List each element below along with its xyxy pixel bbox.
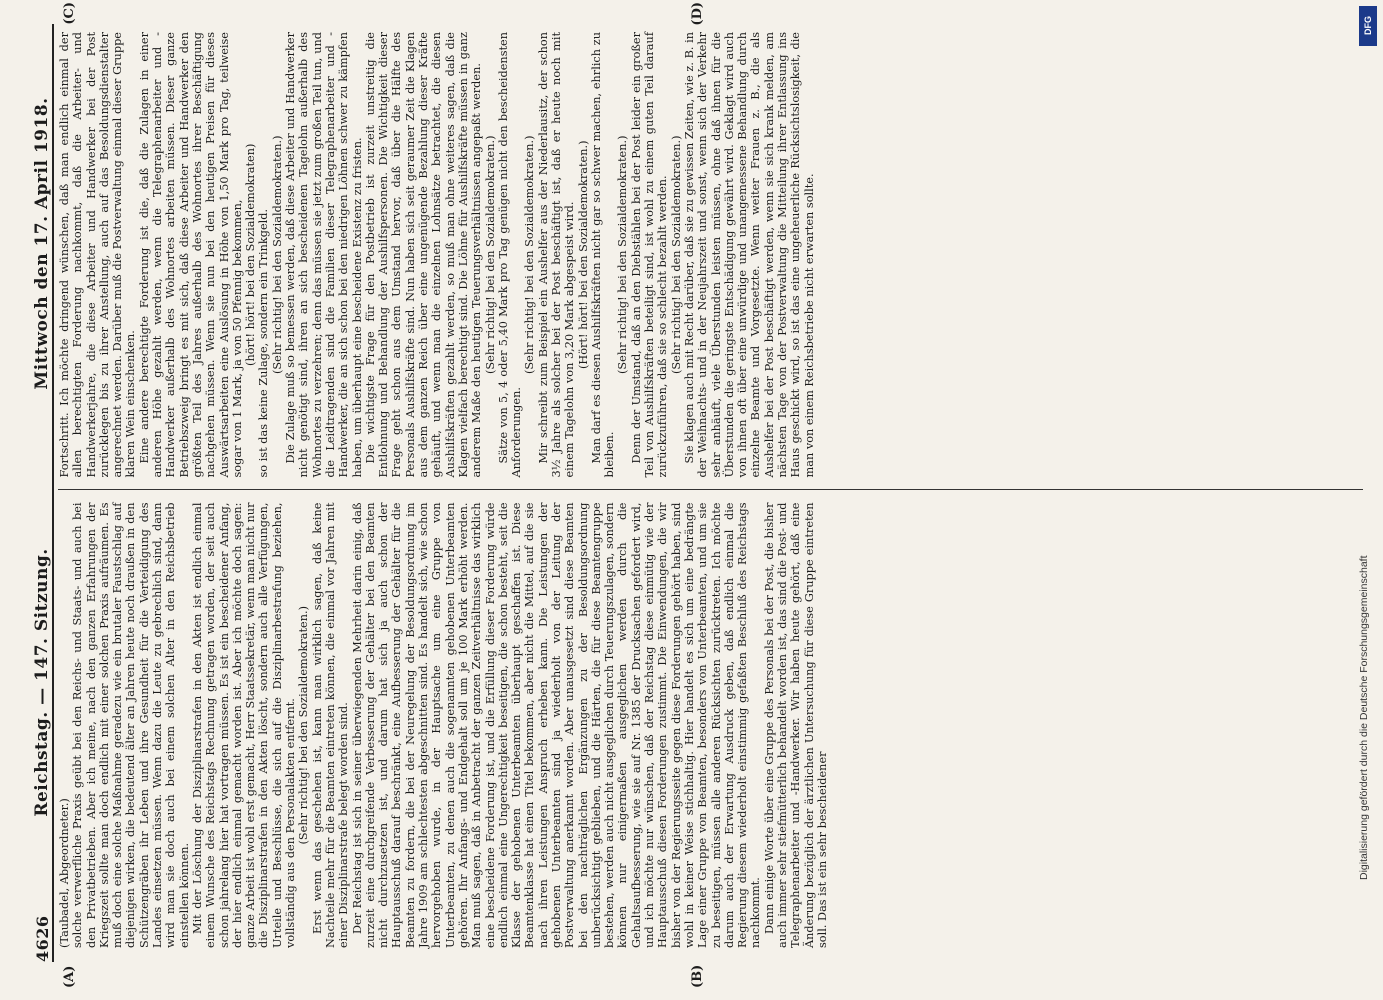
paragraph: Man darf es diesen Aushilfskräften nicht gar so schwer machen, ehrlich zu bleiben.	[589, 32, 617, 478]
right-column	[58, 20, 1363, 490]
digitization-note: Digitalisierung gefördert durch die Deutsche Forschungsgemeinschaft	[1358, 555, 1370, 880]
interjection: (Hört! hört! bei den Sozialdemokraten.)	[576, 140, 590, 370]
margin-marker-c: (C)	[62, 2, 77, 25]
paragraph: Der Reichstag ist sich in seiner überwiegenden Mehrheit darin einig, daß zurzeit eine durchgreifende Verbesserung der Gehälter bei den Beamten nicht durchzusetzen ist, und darum hat sich ja auch schon der Hauptausschuß darauf beschränkt, eine Aufbesserung der Gehälter für die Beamten zu fordern, die bei der Neuregelung der Besoldungsordnung im Jahre 1909 am schlechtesten abgeschnitten sind. Es handelt sich, wie schon hervorgehoben wurde, in der Hauptsache um eine Gruppe von Unterbeamten, zu denen auch die sogenannten gehobenen Unterbeamten gehören. Ihr Anfangs- und Endgehalt soll um je 100 Mark erhöht werden. Man muß sagen, daß in Anbetracht der ganzen Zeitverhältnisse das wirklich eine bescheidene Forderung ist, und die Erfüllung dieser Forderung würde endlich einmal eine Ungerechtigkeit beseitigen, die schon besteht, seit die Klasse der gehobenen Unterbeamten überhaupt geschaffen ist. Diese Beamtenklasse hat einen Titel bekommen, aber nicht die Mittel, auf die sie nach ihren Leistungen Anspruch erheben kann. Die Leistungen der gehobenen Unterbeamten sind ja wiederholt von der Leitung der Postverwaltung anerkannt worden. Aber unausgesetzt sind diese Beamten bei den nachträglichen Ergänzungen zu der Besoldungsordnung unberücksichtigt geblieben, und die Härten, die für diese Beamtengruppe bestehen, werden auch nicht ausgeglichen durch Teuerungszulagen, sondern können nur einigermaßen ausgeglichen werden durch die Gehaltsaufbesserung, wie sie auf Nr. 1385 der Drucksachen gefordert wird, und ich möchte nur wünschen, daß der Reichstag diese einmütig wie der Hauptausschuß diesen Forderungen zustimmt. Die Einwendungen, die wir bisher von der Regierungsseite gegen diese Forderungen gehört haben, sind wohl in keiner Weise stichhaltig. Hier handelt es sich um eine bedrängte Lage einer Gruppe von Beamten, besonders von Unterbeamten, und um sie zu beseitigen, müssen alle anderen Rücksichten zurücktreten. Ich möchte darum auch der Erwartung Ausdruck geben, daß endlich einmal die Regierung diesem wiederholt einstimmig gefaßten Beschluß des Reichstags nachkommt.	[350, 502, 763, 948]
header-right-title: Mittwoch den 17. April 1918.	[32, 97, 52, 390]
paragraph: Mir schreibt zum Beispiel ein Aushelfer aus der Niederlausitz, der schon 3½ Jahre als solcher bei der Post beschäftigt ist, daß er heute noch mit einem Tagelohn von 3,20 Mark abgespeist wird.	[536, 32, 577, 478]
paragraph: Mit der Löschung der Disziplinarstrafen in den Akten ist endlich einmal einem Wunsche des Reichstags Rechnung getragen worden, der seit auch schon jahrelang hier hat vortragen müssen. Es ist ein bescheidener Anfang, der hier endlich einmal gemacht worden ist. Aber ich möchte doch sagen: ganze Arbeit ist wohl erst gemacht, Herr Staatssekretär, wenn man nicht nur die Disziplinarstrafen in den Akten löscht, sondern auch alle Verfügungen, Urteile und Beschlüsse, die sich auf die Disziplinarbestrafung beziehen, vollständig aus den Personalakten entfernt.	[190, 502, 298, 948]
page-number: 4626	[33, 915, 52, 962]
dfg-logo: DFG	[1359, 6, 1377, 46]
paragraph: Eine andere berechtigte Forderung ist die, daß die Zulagen in einer anderen Höhe gezahlt werden, wenn die Telegraphenarbeiter und -Handwerker außerhalb des Wohnortes arbeiten müssen. Dieser ganze Betriebszweig bringt es mit sich, daß diese Arbeiter und Handwerker den größten Teil des Jahres außerhalb des Wohnortes ihrer Beschäftigung nachgehen müssen. Wenn sie nun bei den heutigen Preisen für dieses Auswärtsarbeiten eine Auslösung in Höhe von 1,50 Mark pro Tag, teilweise sogar von 1 Mark, ja von 50 Pfennig bekommen,	[137, 32, 244, 478]
paragraph: Die Zulage muß so bemessen werden, daß diese Arbeiter und Handwerker nicht genötigt sind, ihren an sich bescheidenen Tagelohn außerhalb des Wohnortes zu verzehren; denn das müssen sie jetzt zum großen Teil tun, und die Leidtragenden sind die Familien dieser Telegraphenarbeiter und -Handwerker, die an sich schon bei den niedrigen Löhnen schwer zu kämpfen haben, um überhaupt eine bescheidene Existenz zu fristen.	[284, 32, 364, 478]
margin-marker-a: (A)	[62, 965, 77, 988]
paragraph: Erst wenn das geschehen ist, kann man wirklich sagen, daß keine Nachteile mehr für die Beamten eintreten können, die einmal vor Jahren mit einer Disziplinarstrafe belegt worden sind.	[310, 502, 351, 948]
page-header	[8, 24, 54, 962]
interjection: (Sehr richtig! bei den Sozialdemokraten.)	[297, 606, 311, 845]
paragraph: Die wichtigste Frage für den Postbetrieb ist zurzeit unstreitig die Entlohnung und Behandlung der Aushilfspersonen. Die Wichtigkeit dieser Frage geht schon aus dem Umstand hervor, daß über die Hälfte des Personals Aushilfskräfte sind. Nun haben sich seit geraumer Zeit die Klagen aus dem ganzen Reich über eine ungenügende Bezahlung dieser Kräfte gehäuft, und wenn man die einzelnen Lohnsätze betrachtet, die diesen Aushilfskräften gezahlt werden, so muß man ohne weiteres sagen, daß die Klagen vielfach berechtigt sind. Die Löhne für Aushilfskräfte müssen in ganz anderem Maße den heutigen Teuerungsverhältnissen angepaßt werden.	[363, 32, 484, 478]
paragraph: Sätze von 5, 4 oder 5,40 Mark pro Tag genügen nicht den bescheidensten Anforderungen.	[496, 32, 524, 478]
paragraph: Denn der Umstand, daß an den Diebstählen bei der Post leider ein großer Teil von Aushilfskräften beteiligt sind, ist wohl zu einem guten Teil darauf zurückzuführen, daß sie so schlecht bezahlt werden.	[629, 32, 670, 478]
interjection: (Sehr richtig! bei den Sozialdemokraten.)	[483, 135, 497, 374]
text-columns	[58, 20, 1363, 960]
interjection: (Sehr richtig! bei den Sozialdemokraten.)	[523, 135, 537, 374]
speaker-label: (Taubadel, Abgeordneter.)	[58, 798, 71, 948]
left-column	[58, 490, 1363, 961]
margin-marker-d: (D)	[690, 2, 705, 26]
interjection: (Sehr richtig! bei den Sozialdemokraten.)	[616, 135, 630, 374]
margin-marker-b: (B)	[690, 964, 705, 988]
interjection: (Sehr richtig! bei den Sozialdemokraten.)	[669, 135, 683, 374]
interjection: (Sehr richtig! bei den Sozialdemokraten.)	[270, 135, 284, 374]
paragraph: Dann einige Worte über eine Gruppe des Personals bei der Post, die bisher auch immer sehr stiefmütterlich behandelt worden ist, das sind die Post- und Telegraphenarbeiter und -Handwerker. Wir haben heute gehört, daß eine Änderung bezüglich der ärztlichen Untersuchung für diese Gruppe eintreten soll. Das ist ein sehr bescheidener	[762, 502, 829, 948]
paragraph: Sie klagen auch mit Recht darüber, daß sie zu gewissen Zeiten, wie z. B. in der Weihnachts- und in der Neujahrszeit und sonst, wenn sich der Verkehr sehr anhäuft, viele Überstunden leisten müssen, ohne daß ihnen für die Überstunden die geringste Entschädigung gewährt wird. Geklagt wird auch von ihnen oft über eine unwürdige und unangemessene Behandlung durch einzelne Beamte und Vorgesetzte. Wenn weiter Frauen z. B., die als Aushelfer bei der Post beschäftigt werden, wenn sie sich krank melden, am nächsten Tage von der Postverwaltung die Mitteilung ihrer Entlassung ins Haus geschickt wird, so ist das eine ungeheuerliche Rücksichtslosigkeit, die man von einem Reichsbetriebe nicht erwarten sollte.	[682, 32, 816, 478]
paragraph: solche verwerfliche Praxis geübt bei den Reichs- und Staats- und auch bei den Privatbetrieben. Aber ich meine, nach den ganzen Erfahrungen der Kriegszeit sollte man doch endlich mit einer solchen Praxis aufräumen. Es muß doch eine solche Maßnahme geradezu wie ein brutaler Faustschlag auf diejenigen wirken, die bedeutend älter an Jahren heute noch draußen in den Schützengräben ihr Leben und ihre Gesundheit für die Verteidigung des Landes einsetzen müssen. Wenn dazu die Leute zu gebrechlich sind, dann wird man sie doch auch bei einem solchen Alter in den Reichsbetrieb einstellen können.	[71, 502, 191, 948]
header-left-title: Reichstag. — 147. Sitzung.	[32, 548, 52, 817]
paragraph: Fortschritt. Ich möchte dringend wünschen, daß man endlich einmal der allen berechtigten Forderung nachkommt, daß die Arbeiter- und Handwerkerjahre, die diese Arbeiter und Handwerker bei der Post zurücklegen bis zu ihrer Anstellung, auch auf das Besoldungsdienstalter angerechnet werden. Darüber muß die Postverwaltung einmal dieser Gruppe klaren Wein einschenken.	[58, 32, 138, 478]
paragraph: so ist das keine Zulage, sondern ein Trinkgeld.	[257, 208, 271, 478]
interjection: (hört! hört! bei den Sozialdemokraten)	[244, 143, 258, 366]
